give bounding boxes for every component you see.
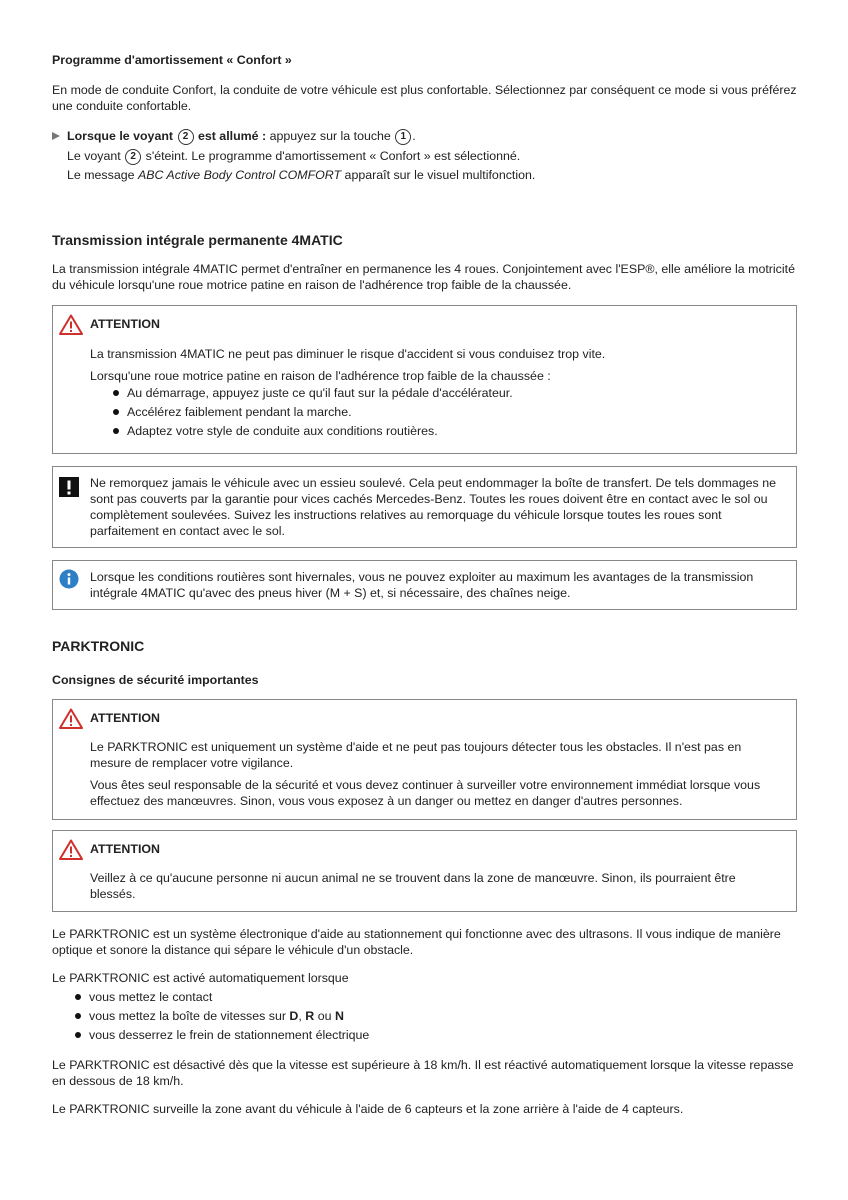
- info-icon: [59, 569, 79, 593]
- result-1-a: Le voyant: [67, 149, 121, 163]
- gear-d: D: [289, 1009, 299, 1023]
- list-item: [89, 1007, 797, 1026]
- exclamation-icon: [59, 477, 79, 501]
- parktronic-deactivation: Le PARKTRONIC est désactivé dès que la vitesse est supérieure à 18 km/h. Il est réactivé automatiquement lorsque la vitesse repasse en dessous de 18 km/h.: [52, 1058, 794, 1088]
- result-line-1: [52, 148, 797, 165]
- warning-text: Lorsqu'une roue motrice patine en raison de l'adhérence trop faible de la chaussée :: [90, 369, 551, 383]
- separator: ,: [298, 1009, 302, 1023]
- warning-text: Veillez à ce qu'aucune personne ni aucun animal ne se trouvent dans la zone de manœuvre. Sinon, ils pourraient être blessés.: [90, 871, 736, 901]
- warning-text: Le PARKTRONIC est uniquement un système d'aide et ne peut pas toujours détecter tous les obstacles. Il n'est pas en mesure de remplacer votre vigilance.: [90, 740, 742, 770]
- warning-text: La transmission 4MATIC ne peut pas diminuer le risque d'accident si vous conduisez trop vite.: [90, 347, 606, 361]
- list-item: Adaptez votre style de conduite aux conditions routières.: [127, 422, 782, 441]
- result-2-b: apparaît sur le visuel multifonction.: [344, 168, 536, 182]
- warning-box-parktronic-1: [52, 699, 797, 820]
- gear-r: R: [305, 1009, 315, 1023]
- section-heading-confort: Programme d'amortissement « Confort »: [52, 53, 292, 67]
- warning-title: ATTENTION: [90, 317, 160, 331]
- parktronic-description: Le PARKTRONIC est un système électronique d'aide au stationnement qui fonctionne avec des ultrasons. Il vous indique de manière optique et sonore la distance qui sépare le véhicule d'un obstacle.: [52, 927, 781, 957]
- result-1-b: s'éteint. Le programme d'amortissement « Confort » est sélectionné.: [145, 149, 521, 163]
- warning-list: [90, 384, 782, 441]
- warning-triangle-icon: [59, 314, 83, 339]
- subheading-safety: Consignes de sécurité importantes: [52, 673, 259, 687]
- section-heading-parktronic: PARKTRONIC: [52, 638, 145, 654]
- instruction-step: [52, 128, 797, 145]
- step-bold-a: Lorsque le voyant: [67, 129, 174, 143]
- warning-title: ATTENTION: [90, 711, 160, 725]
- list-item: vous mettez le contact: [89, 988, 797, 1007]
- step-arrow-icon: [52, 132, 60, 140]
- info-text: Lorsque les conditions routières sont hivernales, vous ne pouvez exploiter au maximum les avantages de la transmission intégrale 4MATIC qu'avec des pneus hiver (M + S) et, si nécessaire, des chaînes neige.: [90, 570, 754, 600]
- conjunction: ou: [317, 1009, 332, 1023]
- confort-intro: En mode de conduite Confort, la conduite de votre véhicule est plus confortable. Sélectionnez par conséquent ce mode si vous préférez une conduite confortable.: [52, 83, 797, 113]
- warning-text: Vous êtes seul responsable de la sécurité et vous devez continuer à surveiller votre environnement immédiat lorsque vous effectuez des manœuvres. Sinon, vous vous exposez à un danger ou mettez en danger d'autres personnes.: [90, 778, 761, 808]
- parktronic-activation: Le PARKTRONIC est activé automatiquement lorsque: [52, 971, 349, 985]
- warning-title: ATTENTION: [90, 842, 160, 856]
- step-text: appuyez sur la touche: [269, 129, 391, 143]
- warning-triangle-icon: [59, 708, 83, 733]
- indicator-2-icon: 2: [125, 149, 141, 165]
- activation-list: [52, 988, 797, 1045]
- parktronic-sensors: Le PARKTRONIC surveille la zone avant du véhicule à l'aide de 6 capteurs et la zone arrière à l'aide de 4 capteurs.: [52, 1102, 684, 1116]
- info-box: [52, 560, 797, 610]
- warning-triangle-icon: [59, 839, 83, 864]
- list-item-text: vous mettez la boîte de vitesses sur: [89, 1009, 286, 1023]
- step-bold-b: est allumé :: [197, 129, 267, 143]
- section-heading-4matic: Transmission intégrale permanente 4MATIC: [52, 232, 343, 248]
- manual-page: [52, 52, 797, 1117]
- indicator-2-icon: 2: [178, 129, 194, 145]
- gear-n: N: [334, 1009, 344, 1023]
- result-2-a: Le message: [67, 168, 135, 182]
- notice-box: [52, 466, 797, 548]
- notice-text: Ne remorquez jamais le véhicule avec un essieu soulevé. Cela peut endommager la boîte de transfert. De tels dommages ne sont pas couverts par la garantie pour vices cachés Mercedes-Benz. Toutes les roues doivent être en contact avec le sol ou complètement soulevées. Suivez les instructions relatives au remorquage du véhicule lorsque toutes les roues sont parfaitement en contact avec le sol.: [90, 476, 776, 538]
- result-2-message: ABC Active Body Control COMFORT: [137, 168, 342, 182]
- result-line-2: [52, 167, 797, 183]
- step-end: .: [412, 129, 416, 143]
- 4matic-intro: La transmission intégrale 4MATIC permet d'entraîner en permanence les 4 roues. Conjointement avec l'ESP®, elle améliore la motricité du véhicule lorsqu'une roue motrice patine en raison de l'adhérence trop faible de la chaussée.: [52, 262, 795, 292]
- list-item: Au démarrage, appuyez juste ce qu'il faut sur la pédale d'accélérateur.: [127, 384, 782, 403]
- list-item: Accélérez faiblement pendant la marche.: [127, 403, 782, 422]
- list-item: vous desserrez le frein de stationnement électrique: [89, 1026, 797, 1045]
- button-1-icon: 1: [395, 129, 411, 145]
- warning-box-4matic: [52, 305, 797, 454]
- warning-box-parktronic-2: [52, 830, 797, 912]
